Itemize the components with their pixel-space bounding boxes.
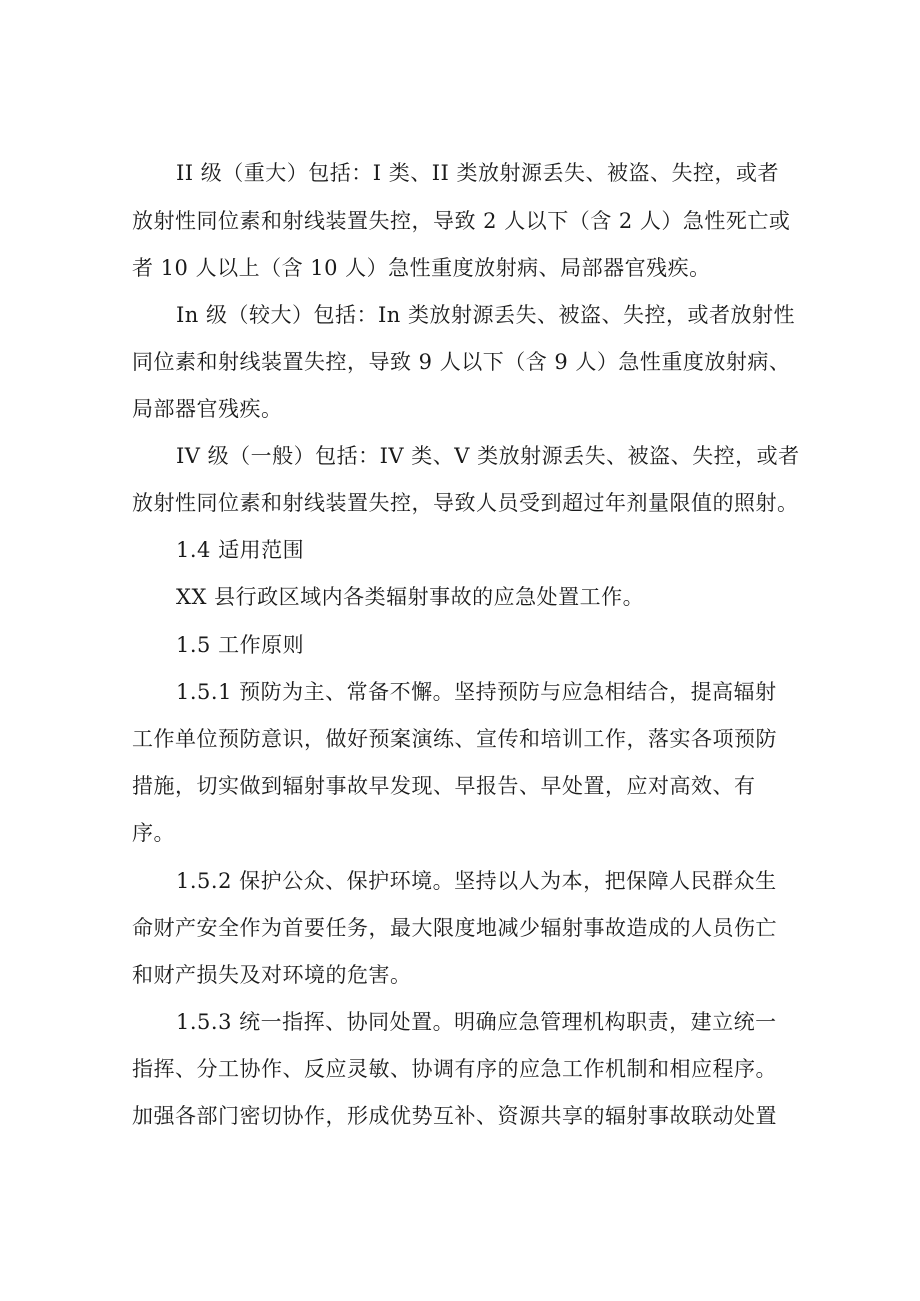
section-heading: 1.5 工作原则 <box>176 633 305 657</box>
text-line: 措施，切实做到辐射事故早发现、早报告、早处置，应对高效、有 <box>132 774 756 798</box>
text-line: 放射性同位素和射线装置失控，导致人员受到超过年剂量限值的照射。 <box>132 491 799 515</box>
text-line: 1.5.3 统一指挥、协同处置。明确应急管理机构职责，建立统一 <box>176 1010 777 1034</box>
text-line: 命财产安全作为首要任务，最大限度地减少辐射事故造成的人员伤亡 <box>132 916 777 940</box>
text-line: 放射性同位素和射线装置失控，导致 2 人以下（含 2 人）急性死亡或 <box>132 209 791 233</box>
text-line: 和财产损失及对环境的危害。 <box>132 963 412 987</box>
text-line: 者 10 人以上（含 10 人）急性重度放射病、局部器官残疾。 <box>132 256 711 280</box>
text-line: IV 级（一般）包括：IV 类、V 类放射源丢失、被盗、失控，或者 <box>176 444 800 468</box>
text-line: In 级（较大）包括：In 类放射源丢失、被盗、失控，或者放射性 <box>176 303 795 327</box>
text-line: 指挥、分工协作、反应灵敏、协调有序的应急工作机制和相应程序。 <box>132 1057 777 1081</box>
text-line: 工作单位预防意识，做好预案演练、宣传和培训工作，落实各项预防 <box>132 727 777 751</box>
section-heading: 1.4 适用范围 <box>176 538 305 562</box>
text-line: II 级（重大）包括：I 类、II 类放射源丢失、被盗、失控，或者 <box>176 161 780 185</box>
text-line: 同位素和射线装置失控，导致 9 人以下（含 9 人）急性重度放射病、 <box>132 350 791 374</box>
text-line: 1.5.2 保护公众、保护环境。坚持以人为本，把保障人民群众生 <box>176 869 777 893</box>
text-line: 1.5.1 预防为主、常备不懈。坚持预防与应急相结合，提高辐射 <box>176 680 777 704</box>
text-line: XX 县行政区域内各类辐射事故的应急处置工作。 <box>176 585 645 609</box>
text-line: 局部器官残疾。 <box>132 397 283 421</box>
text-line: 序。 <box>132 821 175 845</box>
text-line: 加强各部门密切协作，形成优势互补、资源共享的辐射事故联动处置 <box>132 1104 777 1128</box>
